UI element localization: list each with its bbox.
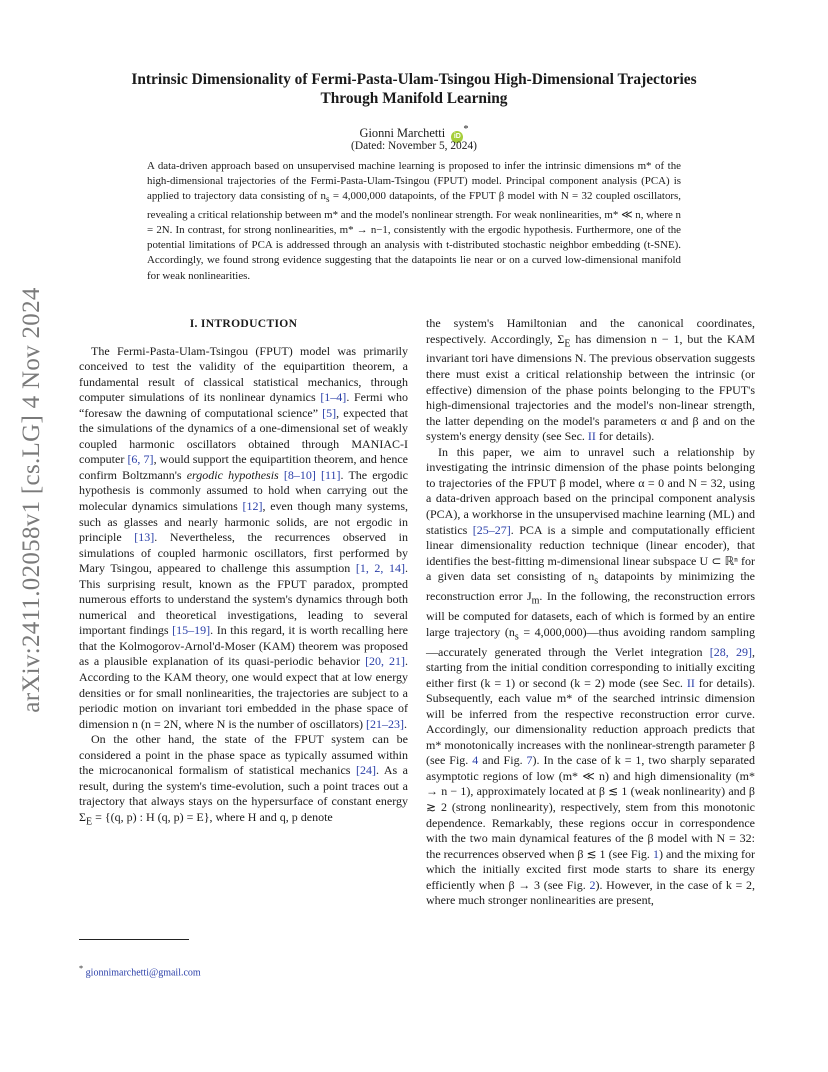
- citation-link[interactable]: [15–19]: [172, 623, 211, 638]
- dated-line: (Dated: November 5, 2024): [351, 140, 477, 152]
- footnote-mark: *: [79, 964, 84, 973]
- citation-link[interactable]: [28, 29]: [709, 644, 752, 659]
- footnote-rule: [79, 939, 189, 940]
- citation-link[interactable]: [1–4]: [320, 390, 347, 405]
- paragraph: The Fermi-Pasta-Ulam-Tsingou (FPUT) model was primarily conceived to test the validity of the equipartition theorem, a fundamental result of classical statistical mechanics, through computer simulations of its nonlinear dynamics [1–4]. Fermi who “foresaw the dawning of computational science” [5], expected that the simulations of the dynamics of a one-dimensional set of weakly coupled harmonic oscillators obtained through MANIAC-I computer [6, 7], would support the equipartition theorem, and hence confirm Boltzmann's ergodic hypothesis [8–10] [11]. The ergodic hypothesis is commonly assumed to hold when carrying out the molecular dynamics simulations [12], even though many systems, such as glasses and nearly harmonic solids, are not ergodic in principle [13]. Nevertheless, the recurrences observed in simulations of coupled harmonic oscillators, first performed by Mary Tsingou, appeared to challenge this assumption [1, 2, 14]. This surprising result, known as the FPUT paradox, prompted numerous efforts to understand the system's dynamics through both numerical and theoretical investigations, leading to several important findings [15–19]. In this regard, it is worth recalling here that the Kolmogorov-Arnol'd-Moser (KAM) theorem was proposed as a plausible explanation of its quasi-periodic behavior [20, 21]. According to the KAM theory, one would expect that at low energy densities or for small nonlinearities, the trajectories are subject to a periodic motion on invariant tori embedded in the phase space of dimension n (n = 2N, where N is the number of oscillators) [21–23].: [79, 343, 408, 731]
- left-column: [79, 316, 408, 830]
- arxiv-identifier-text: arXiv:2411.02058v1 [cs.LG] 4 Nov 2024: [18, 287, 45, 713]
- arxiv-identifier-stamp: [10, 287, 54, 713]
- citation-link[interactable]: [24]: [355, 763, 376, 778]
- citation-link[interactable]: [25–27]: [472, 522, 511, 537]
- right-column: [426, 316, 755, 909]
- footnote: [79, 964, 201, 978]
- citation-link[interactable]: [20, 21]: [365, 654, 405, 669]
- paper-title: [70, 70, 758, 108]
- citation-link[interactable]: [8–10]: [283, 467, 316, 482]
- citation-link[interactable]: [12]: [242, 499, 263, 514]
- paragraph: On the other hand, the state of the FPUT system can be considered a point in the phase space as typically assumed within the microcanonical formalism of statistical mechanics [24]. As a result, during the system's time-evolution, such a point traces out a trajectory that always stays on the hypersurface of constant energy $\Sigma_E = \{(q$, p) : H (q, p) = E}, where H and q, p denote: [79, 732, 408, 828]
- paragraph: the system's Hamiltonian and the canonical coordinates, respectively. Accordingly, $\Sigma_E$ has dimension n − 1, but the KAM invariant tori have dimensions N. The previous observation suggests there must exist a critical relationship between the intrinsic (or effective) dimension of the phase points belonging to the FPUT's high-dimensional trajectories and the model's non-linear strength, the latter depending on the model's parameters α and β and on the system's energy density (see Sec. II for details).: [426, 316, 755, 444]
- author-footnote-mark: *: [463, 124, 469, 135]
- figure-link[interactable]: 4: [472, 753, 479, 768]
- section-heading: I. INTRODUCTION: [189, 317, 298, 330]
- paragraph: In this paper, we aim to unravel such a relationship by investigating the intrinsic dimension of the phase points belonging to trajectories of the FPUT β model, where α = 0 and N = 32, using a data-driven approach based on the principal component analysis (PCA), a workhorse in the unsupervised machine learning (ML) and statistics [25–27]. PCA is a simple and computationally efficient linear dimensionality reduction technique (linear encoder), that identifies the best-fitting m-dimensional linear subspace U ⊂ ℝⁿ for a given data set consisting of $n_s$ datapoints by minimizing the reconstruction error $J_m$. In the following, the reconstruction errors will be computed for datasets, each of which is formed by an entire large trajectory ($n_s$ = 4,000,000)—thus avoiding random sampling—accurately generated through the Verlet integration [28, 29], starting from the initial condition corresponding to initially exciting either first (k = 1) or second (k = 2) mode (see Sec. II for details). Subsequently, each value m* of the searched intrinsic dimension will be inferred from the respective reconstruction error curve. Accordingly, our dimensionality reduction approach predicts that m* monotonically increases with the nonlinear-strength parameter β (see Fig. 4 and Fig. 7). In the case of k = 1, two sharply separated asymptotic regions of low (m* ≪ n) and high dimensionality (m* → n − 1), approximately located at β ≲ 1 (weak nonlinearity) and β ≳ 2 (strong nonlinearity), respectively, stem from this monotonic dependence. Remarkably, these regions occur in correspondence with the two main dynamical features of the β model with N = 32: the recurrences observed when β ≲ 1 (see Fig. 1) and the mixing for which the initially excited first mode starts to share its energy efficiently when β → 3 (see Fig. 2). However, in the case of k = 2, where much stronger nonlinearities are present,: [426, 444, 755, 908]
- orcid-icon[interactable]: iD: [451, 131, 463, 143]
- author-name: Gionni Marchetti: [359, 126, 446, 141]
- citation-link[interactable]: [21–23]: [366, 716, 405, 731]
- figure-link[interactable]: 7: [526, 753, 533, 768]
- section-link[interactable]: II: [686, 675, 695, 690]
- figure-link[interactable]: 1: [652, 846, 659, 861]
- citation-link[interactable]: [11]: [320, 467, 341, 482]
- section-link[interactable]: II: [587, 429, 596, 444]
- title-line-1: Intrinsic Dimensionality of Fermi-Pasta-Ulam-Tsingou High-Dimensional Trajectories: [131, 71, 697, 88]
- author-email-link[interactable]: gionnimarchetti@gmail.com: [85, 967, 201, 979]
- citation-link[interactable]: [1, 2, 14]: [355, 561, 405, 576]
- figure-link[interactable]: 2: [589, 877, 596, 892]
- citation-link[interactable]: [5]: [322, 405, 337, 420]
- title-line-2: Through Manifold Learning: [320, 90, 508, 107]
- citation-link[interactable]: [6, 7]: [127, 452, 154, 467]
- citation-link[interactable]: [13]: [134, 530, 155, 545]
- abstract: A data-driven approach based on unsupervised machine learning is proposed to infer the intrinsic dimensions m* of the high-dimensional trajectories of the Fermi-Pasta-Ulam-Tsingou (FPUT) model. Principal component analysis (PCA) is applied to trajectory data consisting of $n_s = 4,000,000$ datapoints, of the FPUT β model with N = 32 coupled oscillators, revealing a critical relationship between m* and the model's nonlinear strength. For weak nonlinearities, m* ≪ n, where n = 2N. In contrast, for strong nonlinearities, m* → n−1, consistently with the ergodic hypothesis. Furthermore, one of the potential limitations of PCA is addressed through an analysis with t-distributed stochastic neighbor embedding (t-SNE). Accordingly, we found strong evidence suggesting that the datapoints lie near or on a curved low-dimensional manifold for weak nonlinearities.: [147, 160, 681, 282]
